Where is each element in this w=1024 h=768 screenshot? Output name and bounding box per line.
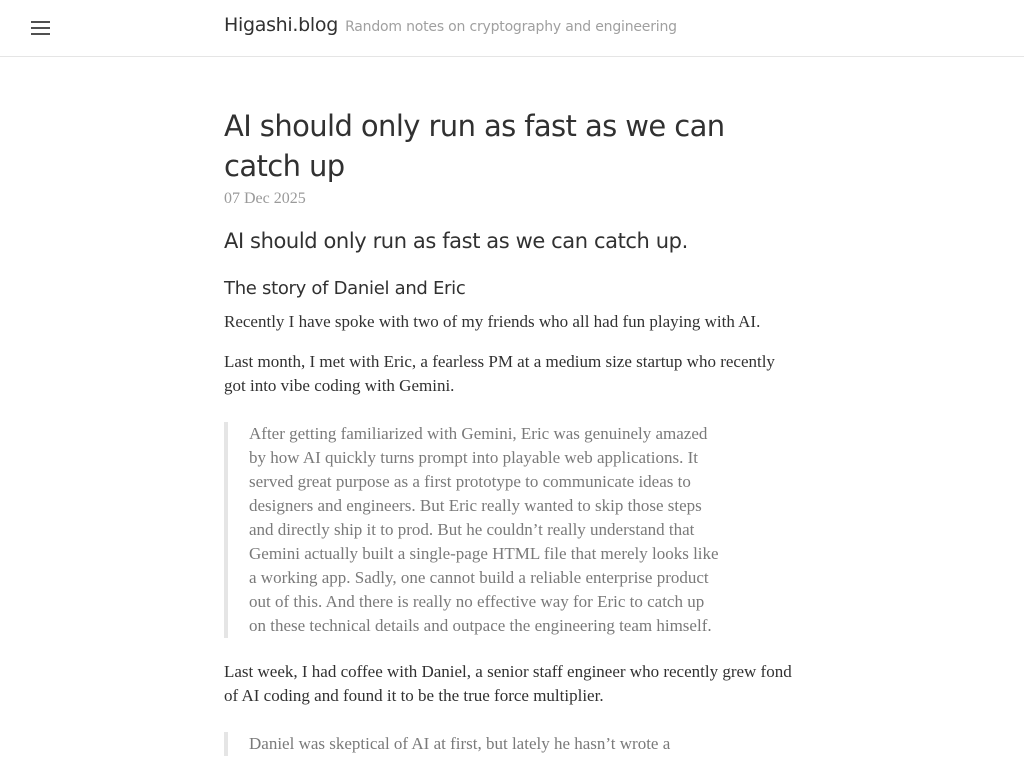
paragraph: Last week, I had coffee with Daniel, a senior staff engineer who recently grew fond of AI coding and found it to be the true force multiplier.: [224, 662, 792, 705]
blockquote: [224, 732, 800, 756]
masthead: [224, 14, 677, 36]
quote-text: After getting familiarized with Gemini, Eric was genuinely amazed by how AI quickly turns prompt into playable web applications. It served great purpose as a first prototype to communicate ideas to designers and engineers. But Eric really wanted to skip those steps and directly ship it to prod. But he couldn’t really understand that Gemini actually built a single-page HTML file that merely looks like a working app. Sadly, one cannot build a reliable enterprise product out of this. And there is really no effective way for Eric to catch up on these technical details and outpace the engineering team himself.: [249, 424, 719, 635]
site-tagline: Random notes on cryptography and engineering: [345, 19, 677, 35]
quote-text: Daniel was skeptical of AI at first, but lately he hasn’t wrote a: [249, 734, 671, 753]
post-date: 07 Dec 2025: [224, 190, 306, 207]
site-header: [0, 0, 1024, 57]
section-heading: The story of Daniel and Eric: [224, 278, 466, 299]
post-content: [224, 106, 800, 756]
post-title: AI should only run as fast as we can catch up: [224, 109, 725, 183]
paragraph: Last month, I met with Eric, a fearless PM at a medium size startup who recently got into vibe coding with Gemini.: [224, 352, 775, 395]
post-lead-heading: AI should only run as fast as we can catch up.: [224, 229, 688, 253]
paragraph: Recently I have spoke with two of my friends who all had fun playing with AI.: [224, 312, 761, 331]
site-title-link[interactable]: Higashi.blog: [224, 14, 338, 36]
blockquote: [224, 422, 800, 638]
hamburger-menu-icon[interactable]: [31, 21, 50, 36]
